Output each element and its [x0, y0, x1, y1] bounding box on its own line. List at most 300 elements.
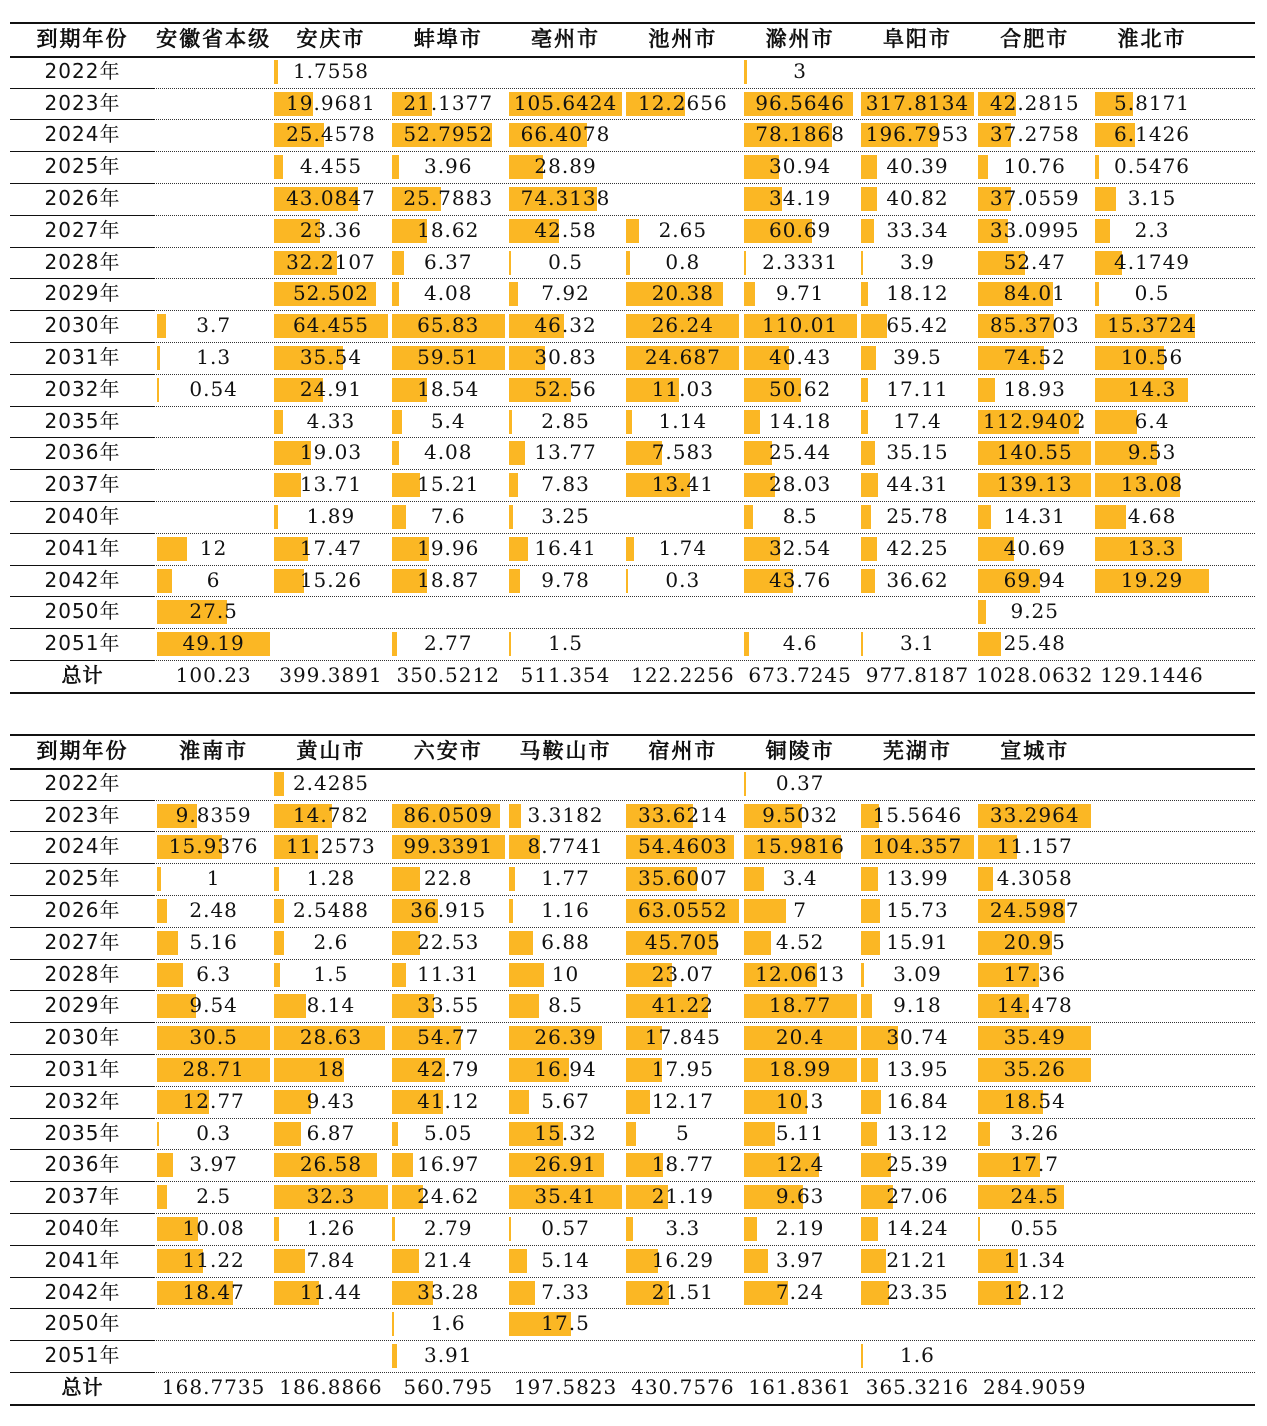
- data-cell: [742, 831, 859, 863]
- row-year-label: 2042年: [44, 567, 121, 592]
- data-label: 43.76: [769, 567, 832, 592]
- data-label: 18: [317, 1057, 345, 1081]
- data-label: 39.5: [893, 345, 942, 369]
- data-cell: [859, 183, 976, 215]
- data-cell: [507, 1308, 624, 1340]
- data-label: 16.41: [534, 535, 597, 560]
- data-bar: [861, 1090, 881, 1114]
- column-header: 蚌埠市: [413, 27, 483, 51]
- data-label: 4.33: [306, 408, 356, 433]
- data-label: 18.77: [651, 1152, 714, 1177]
- data-label: 41.12: [417, 1088, 480, 1113]
- data-label: 15.9816: [755, 834, 845, 859]
- data-bar: [509, 1090, 529, 1114]
- header-row: [0, 24, 1267, 56]
- table-row: [0, 895, 1267, 927]
- data-label: 6.87: [306, 1120, 356, 1145]
- data-bar: [509, 899, 513, 923]
- data-cell: [859, 1022, 976, 1054]
- data-cell: [507, 406, 624, 438]
- data-bar: [626, 410, 631, 434]
- data-cell: [1093, 88, 1210, 120]
- data-cell: [507, 247, 624, 279]
- data-bar: [274, 994, 306, 1018]
- data-bar: [978, 1217, 980, 1241]
- data-cell: [272, 119, 389, 151]
- data-cell: [742, 1213, 859, 1245]
- data-cell: [272, 1022, 389, 1054]
- data-label: 10.3: [775, 1088, 825, 1113]
- data-bar: [392, 1312, 394, 1336]
- data-bar: [392, 632, 397, 656]
- data-cell: [272, 88, 389, 120]
- data-label: 5.05: [423, 1120, 473, 1145]
- data-bar: [744, 772, 746, 796]
- data-bar: [744, 1122, 775, 1146]
- table-bottom-rule: [10, 692, 1255, 694]
- data-label: 1.6: [430, 1311, 466, 1336]
- data-label: 18.93: [1003, 376, 1066, 401]
- data-label: 19.9681: [286, 90, 376, 115]
- data-cell: [390, 1054, 507, 1086]
- data-bar: [274, 1090, 310, 1114]
- data-label: 18.54: [417, 376, 480, 401]
- data-label: 3.15: [1127, 186, 1177, 210]
- data-label: 1.28: [306, 866, 356, 891]
- data-label: 317.8134: [865, 90, 970, 115]
- data-cell: [976, 310, 1093, 342]
- data-bar: [157, 314, 166, 338]
- data-label: 40.69: [1003, 535, 1066, 560]
- table-row: [0, 1054, 1267, 1086]
- data-bar: [392, 410, 402, 434]
- data-bar: [861, 1344, 863, 1368]
- data-bar: [978, 867, 993, 891]
- data-label: 0.3: [196, 1120, 232, 1145]
- data-bar: [861, 1249, 886, 1273]
- data-cell: [272, 56, 389, 88]
- data-cell: [155, 565, 272, 597]
- table-row: [0, 119, 1267, 151]
- data-cell: [624, 831, 741, 863]
- data-cell: [976, 959, 1093, 991]
- table-row: [0, 88, 1267, 120]
- data-cell: [507, 119, 624, 151]
- data-cell: [507, 959, 624, 991]
- data-cell: [272, 1118, 389, 1150]
- data-label: 37.2758: [989, 122, 1080, 147]
- data-cell: [272, 215, 389, 247]
- data-cell: [272, 1149, 389, 1181]
- data-label: 16.97: [417, 1152, 480, 1177]
- data-cell: [976, 863, 1093, 895]
- table-row: [0, 628, 1267, 660]
- data-label: 0.5: [1134, 281, 1170, 306]
- data-cell: [624, 469, 741, 501]
- table-row: [0, 151, 1267, 183]
- data-bar: [392, 1122, 398, 1146]
- total-value: 284.9059: [983, 1375, 1087, 1399]
- data-cell: [155, 1086, 272, 1118]
- data-cell: [976, 1213, 1093, 1245]
- data-cell: [507, 215, 624, 247]
- data-cell: [272, 437, 389, 469]
- data-bar: [509, 473, 518, 497]
- data-label: 37.0559: [989, 186, 1080, 210]
- row-year-label: 2023年: [44, 90, 121, 115]
- data-cell: [507, 831, 624, 863]
- data-label: 30.83: [534, 345, 597, 369]
- data-label: 19.29: [1120, 567, 1184, 592]
- data-cell: [390, 1308, 507, 1340]
- data-label: 6.3: [196, 961, 232, 986]
- data-cell: [155, 863, 272, 895]
- data-bar: [392, 1153, 413, 1177]
- data-bar: [274, 772, 283, 796]
- data-label: 17.47: [299, 535, 363, 560]
- data-cell: [624, 927, 741, 959]
- data-cell: [624, 1245, 741, 1277]
- data-bar: [861, 994, 872, 1018]
- data-label: 11.157: [996, 834, 1073, 859]
- table-row: [0, 565, 1267, 597]
- data-bar: [744, 867, 765, 891]
- data-label: 96.5646: [755, 90, 845, 115]
- data-bar: [626, 219, 639, 243]
- data-cell: [624, 800, 741, 832]
- data-label: 12.0613: [755, 961, 845, 986]
- data-label: 21.21: [886, 1247, 949, 1272]
- data-label: 52.47: [1003, 249, 1066, 274]
- data-label: 28.71: [182, 1057, 245, 1081]
- data-cell: [976, 628, 1093, 660]
- data-bar: [626, 569, 628, 593]
- data-label: 23.36: [299, 217, 363, 242]
- data-label: 13.77: [534, 440, 597, 465]
- total-value: 430.7576: [631, 1375, 735, 1399]
- total-row: [0, 660, 1267, 692]
- data-label: 13.3: [1127, 535, 1177, 560]
- data-label: 18.54: [1003, 1088, 1066, 1113]
- data-cell: [624, 215, 741, 247]
- data-bar: [274, 60, 277, 84]
- row-year-label: 2036年: [44, 1152, 121, 1177]
- data-bar: [274, 1217, 279, 1241]
- total-value: 197.5823: [513, 1375, 618, 1399]
- table-row: [0, 959, 1267, 991]
- data-label: 13.71: [299, 472, 363, 497]
- table-row: [0, 863, 1267, 895]
- data-bar: [274, 931, 284, 955]
- data-label: 9.25: [1010, 599, 1059, 624]
- data-label: 46.32: [534, 313, 597, 338]
- data-label: 17.36: [1003, 961, 1066, 986]
- data-label: 112.9402: [983, 408, 1087, 433]
- data-bar: [274, 155, 283, 179]
- data-cell: [390, 1149, 507, 1181]
- data-cell: [976, 501, 1093, 533]
- data-label: 4.08: [423, 440, 473, 465]
- data-label: 7.33: [541, 1279, 590, 1304]
- row-year-label: 2051年: [44, 631, 121, 656]
- data-bar: [744, 632, 749, 656]
- table-row: [0, 278, 1267, 310]
- data-cell: [390, 119, 507, 151]
- data-label: 52.56: [534, 376, 597, 401]
- data-bar: [157, 537, 187, 561]
- data-label: 9.54: [189, 993, 238, 1018]
- data-cell: [624, 959, 741, 991]
- data-cell: [507, 1277, 624, 1309]
- row-year-label: 2026年: [44, 186, 121, 210]
- data-label: 7.83: [541, 472, 590, 497]
- data-cell: [976, 1149, 1093, 1181]
- column-header: 亳州市: [531, 27, 601, 51]
- data-label: 18.87: [417, 567, 480, 592]
- data-cell: [390, 565, 507, 597]
- table-row: [0, 1245, 1267, 1277]
- data-bar: [626, 1122, 636, 1146]
- data-cell: [976, 88, 1093, 120]
- data-cell: [859, 119, 976, 151]
- data-cell: [507, 1213, 624, 1245]
- table-row: [0, 800, 1267, 832]
- data-cell: [859, 1086, 976, 1118]
- data-cell: [272, 800, 389, 832]
- data-label: 196.7953: [865, 122, 970, 147]
- data-cell: [272, 927, 389, 959]
- data-bar: [509, 994, 539, 1018]
- data-label: 10.76: [1003, 154, 1066, 179]
- data-cell: [742, 215, 859, 247]
- row-year-label: 2027年: [44, 217, 121, 242]
- data-label: 25.44: [769, 440, 832, 465]
- data-label: 28.89: [534, 154, 597, 179]
- data-cell: [742, 800, 859, 832]
- data-label: 2.65: [658, 217, 708, 242]
- data-bar: [1095, 219, 1110, 243]
- data-cell: [272, 501, 389, 533]
- data-cell: [859, 959, 976, 991]
- data-cell: [859, 247, 976, 279]
- data-label: 18.77: [769, 993, 832, 1018]
- data-cell: [272, 151, 389, 183]
- data-label: 1.7558: [292, 58, 369, 83]
- data-label: 8.14: [306, 993, 356, 1018]
- data-label: 43.0847: [286, 186, 376, 210]
- header-year-label: 到期年份: [36, 739, 129, 763]
- data-label: 0.37: [775, 770, 825, 795]
- total-value: 365.3216: [865, 1375, 970, 1399]
- data-bar: [157, 1185, 167, 1209]
- data-bar: [274, 473, 301, 497]
- table-row: [0, 183, 1267, 215]
- data-cell: [507, 990, 624, 1022]
- data-bar: [157, 899, 167, 923]
- data-label: 3.4: [782, 866, 818, 891]
- data-cell: [390, 151, 507, 183]
- data-label: 10.08: [182, 1216, 245, 1240]
- data-label: 33.6214: [637, 802, 728, 827]
- data-label: 30.94: [769, 154, 832, 179]
- data-label: 26.24: [651, 313, 714, 338]
- table-row: [0, 596, 1267, 628]
- data-label: 3.7: [196, 313, 232, 338]
- data-label: 6.88: [541, 929, 590, 954]
- data-label: 42.2815: [989, 90, 1080, 115]
- data-label: 1.77: [541, 866, 590, 891]
- data-cell: [272, 1181, 389, 1213]
- data-label: 5.14: [541, 1247, 590, 1272]
- data-label: 2.19: [775, 1216, 825, 1240]
- data-label: 105.6424: [513, 90, 618, 115]
- data-label: 21.19: [651, 1184, 714, 1209]
- data-cell: [507, 374, 624, 406]
- data-cell: [155, 596, 272, 628]
- data-label: 64.455: [292, 313, 369, 338]
- data-label: 15.9376: [168, 834, 259, 859]
- data-label: 5.16: [189, 929, 238, 954]
- data-label: 27.06: [886, 1184, 949, 1209]
- data-label: 69.94: [1003, 567, 1066, 592]
- data-bar: [392, 155, 400, 179]
- data-cell: [507, 310, 624, 342]
- data-cell: [859, 990, 976, 1022]
- data-cell: [976, 927, 1093, 959]
- data-cell: [976, 533, 1093, 565]
- data-bar: [392, 963, 406, 987]
- data-label: 4.08: [423, 281, 473, 306]
- data-label: 15.32: [534, 1120, 597, 1145]
- data-cell: [1093, 119, 1210, 151]
- total-value: 560.795: [403, 1375, 494, 1399]
- data-cell: [155, 1118, 272, 1150]
- column-header: 六安市: [413, 739, 483, 763]
- data-cell: [624, 247, 741, 279]
- data-cell: [742, 469, 859, 501]
- data-cell: [390, 278, 507, 310]
- data-cell: [390, 437, 507, 469]
- data-cell: [272, 895, 389, 927]
- data-cell: [859, 1149, 976, 1181]
- data-cell: [272, 768, 389, 800]
- data-cell: [272, 406, 389, 438]
- data-cell: [742, 406, 859, 438]
- data-cell: [272, 565, 389, 597]
- row-year-label: 2037年: [44, 1184, 121, 1209]
- data-bar: [861, 219, 874, 243]
- data-label: 40.43: [769, 345, 832, 369]
- data-bar: [978, 600, 986, 624]
- data-label: 104.357: [872, 834, 963, 859]
- data-cell: [1093, 215, 1210, 247]
- data-cell: [742, 927, 859, 959]
- data-label: 52.7952: [403, 122, 494, 147]
- data-label: 21.4: [423, 1247, 473, 1272]
- data-cell: [976, 596, 1093, 628]
- data-bar: [157, 1153, 173, 1177]
- data-cell: [624, 1149, 741, 1181]
- table-row: [0, 342, 1267, 374]
- data-label: 14.782: [292, 802, 369, 827]
- data-label: 2.85: [541, 408, 590, 433]
- data-label: 9.53: [1127, 440, 1177, 465]
- data-label: 11.31: [417, 961, 480, 986]
- data-bar: [274, 410, 282, 434]
- data-label: 11.2573: [286, 834, 376, 859]
- data-label: 12.77: [182, 1088, 245, 1113]
- data-bar: [392, 282, 400, 306]
- data-cell: [742, 1086, 859, 1118]
- data-cell: [507, 628, 624, 660]
- data-bar: [861, 1281, 889, 1305]
- data-label: 1.3: [196, 345, 232, 369]
- data-cell: [742, 959, 859, 991]
- row-year-label: 2022年: [44, 58, 121, 83]
- data-label: 20.95: [1003, 929, 1066, 954]
- column-header: 铜陵市: [765, 739, 835, 763]
- total-value: 399.3891: [279, 663, 383, 687]
- data-label: 25.39: [886, 1152, 949, 1177]
- data-bar: [509, 1281, 535, 1305]
- row-year-label: 2023年: [44, 802, 121, 827]
- data-label: 25.4578: [286, 122, 376, 147]
- row-year-label: 2028年: [44, 961, 121, 986]
- data-label: 3.9: [900, 249, 935, 274]
- row-year-label: 2028年: [44, 249, 121, 274]
- data-cell: [390, 310, 507, 342]
- data-cell: [390, 990, 507, 1022]
- table-row: [0, 437, 1267, 469]
- data-label: 9.71: [775, 281, 825, 306]
- data-label: 23.07: [651, 961, 714, 986]
- data-label: 15.26: [299, 567, 363, 592]
- data-label: 25.48: [1003, 631, 1066, 656]
- total-value: 350.5212: [396, 663, 500, 687]
- table-row: [0, 1308, 1267, 1340]
- data-cell: [742, 1054, 859, 1086]
- data-cell: [155, 800, 272, 832]
- data-cell: [155, 1054, 272, 1086]
- data-label: 15.91: [886, 929, 949, 954]
- data-label: 18.62: [417, 217, 480, 242]
- data-bar: [861, 282, 868, 306]
- data-cell: [742, 119, 859, 151]
- data-label: 1.6: [900, 1343, 935, 1368]
- data-bar: [861, 251, 863, 275]
- data-cell: [742, 56, 859, 88]
- data-cell: [507, 151, 624, 183]
- table-row: [0, 56, 1267, 88]
- data-cell: [742, 1277, 859, 1309]
- column-header: 滁州市: [765, 27, 835, 51]
- data-label: 0.3: [665, 567, 701, 592]
- data-bar: [978, 1122, 989, 1146]
- data-label: 6.1426: [1114, 122, 1191, 147]
- data-cell: [624, 1181, 741, 1213]
- data-cell: [976, 437, 1093, 469]
- data-label: 35.6007: [637, 866, 728, 891]
- data-label: 32.54: [769, 535, 832, 560]
- column-header: 黄山市: [296, 739, 366, 763]
- data-bar: [157, 867, 161, 891]
- data-cell: [976, 1118, 1093, 1150]
- data-label: 42.58: [534, 217, 597, 242]
- data-label: 33.0995: [989, 217, 1080, 242]
- data-label: 6.4: [1134, 408, 1170, 433]
- data-label: 4.3058: [996, 866, 1073, 891]
- data-cell: [507, 437, 624, 469]
